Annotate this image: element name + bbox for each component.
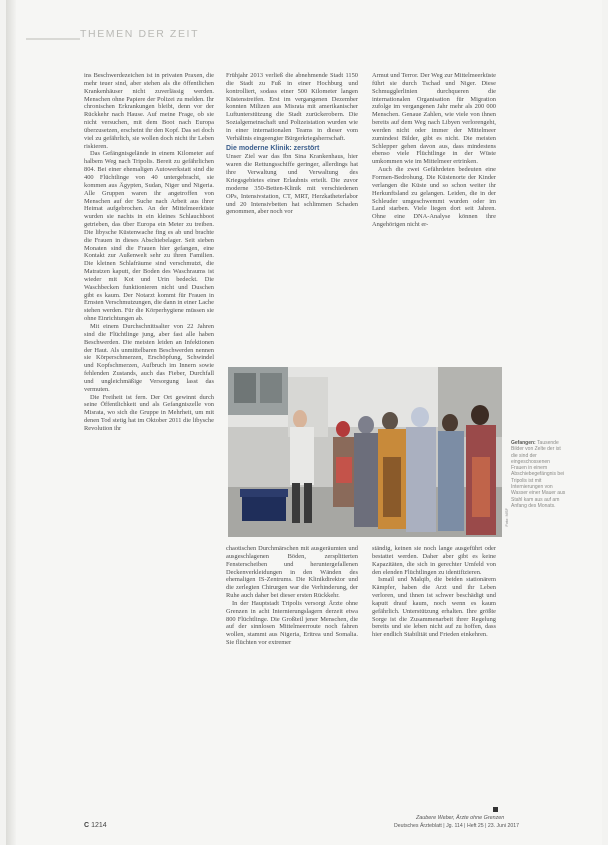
- paragraph: Auch die zwei Gefährdeten bedeuten eine Formen-Bedrohung. Die Küstenorte der Kinder verlangen die Küste und so schon weiter ihr Herkunftsland zu gelangen. Leiden, die in der Schleuder umgeschwemmt wurden oder im Land starben. Viele liegen dort seit Jahren. Ohne eine DNA-Analyse können ihre Angehörigen nicht er-: [372, 166, 496, 229]
- photo-illustration: [228, 367, 502, 537]
- paragraph: Das Gefängnisgelände in einem Kilometer auf halbem Weg nach Tripolis. Bereit zu gefährlichen 804. Bei einer ehemaligen Autowerkstatt sind die 400 Flüchtlinge von 40 untergebracht, sie kommen aus Ägypten, Sudan, Niger und Nigeria. Alle Gruppen waren ihr angetroffen von Menschen auf der Suche nach Arbeit aus ihrer Heimat aufgebrochen. An der Mittelmeerküste wurden sie nachts in ein kleines Schlauchboot getrieben, das über Europa ein Meter zu treiben. Die libysche Küstenwache fing es ab und brachte die Frauen in dieses Abschiebelager. Seit sieben Monaten sind die Frauen hier gefangen, eine Kontakt zur Außenwelt sehr zu ihren Familien. Die kleinen Schlafräume sind verschmutzt, die Matratzen kaputt, der Boden des Waschraums ist wieder mit Kot und Urin bedeckt. Die Waschbecken funktionieren nicht und Duschen gibt es kaum. Der Notarzt kommt für Frauen in Ernsten Verschmutzungen, die dann in einer Lache stehen werden. Für die Körperhygiene müssen sie ohne Einrichtungen ab.: [84, 150, 214, 323]
- paragraph: Mit einem Durchschnittsalter von 22 Jahren sind die Flüchtlinge jung, aber fast alle haben Beschwerden. Die meisten leiden an Infektionen der Haut. Als unmittelbaren Beschwerden nennen sie Körperschmerzen, Erschöpfung, Schwindel und Kopfschmerzen, Aufbruch im Innern sowie fehlenden Zustands, auch das Fieber, Durchfall und ungleichmäßige Versorgung lasst das vermuten.: [84, 323, 214, 393]
- page-number-value: 1214: [91, 822, 107, 829]
- edition-code: C: [84, 822, 90, 829]
- section-header: THEMEN DER ZEIT: [80, 28, 200, 40]
- paragraph: chaotischen Durchmärschen mit ausgeräumten und ausgeschlagenen Böden, zersplitterten Fensterscheiben und heruntergefallenen Deckenverkleidungen in den Wänden des ehemaligen IS-Zentrums. Die Klinikdirektor und die zerlegten Chirurgen war die Verhinderung, der Ruhe auch daher bei dieser ersten Rückkehr.: [226, 545, 358, 600]
- paragraph: Die Freiheit ist fern. Der Ort gewinnt durch seine Öffentlichkeit und als Gefangniszelle von Misrata, wo sich die Gruppe in Mehrheit, um mit denen Tod stetig hat im Oktober 2011 die libysche Revolution ihr: [84, 393, 214, 432]
- article-end-marker: [493, 807, 498, 812]
- refugee-women-photo: [228, 367, 502, 537]
- scanned-page: [6, 0, 602, 845]
- scan-edge-shadow: [6, 0, 16, 845]
- text-column-2-top: [226, 72, 358, 362]
- paragraph: In der Hauptstadt Tripolis versorgt Ärzte ohne Grenzen in acht Internierungslagern derzeit etwa 800 Flüchtlinge. Die Großteil jener Menschen, die auf der sinnlosen Mittelmeerroute noch fahren wollen, stammt aus Nigeria, Eritrea und Somalia. Sie flüchten vor extremer: [226, 599, 358, 647]
- paragraph: Unser Ziel war das Ibn Sina Krankenhaus, hier waren die Rettungsschiffe geringer, allerdings hat ihre Verwaltung und Verwaltung des Kriegsgebietes einer Erlaubnis erteilt. Die zuvor moderne 350-Betten-Klinik mit verschiedenen OPs, Intensivstation, CT, MRT, Herzkatheterlabor und 20 Intensivbetten hat schlimmen Schaden genommen, aber noch vor: [226, 153, 358, 216]
- photo-credit: Foto: MSF: [504, 508, 509, 527]
- text-column-3-top: [372, 72, 496, 362]
- paragraph: ständig, keinen sie noch lange ausgeführt oder bestattet werden. Daher aber gibt es keine Kapazitäten, die sich in gerechter Umfeld von den elenden Flüchtlingen zu identifizieren.: [372, 545, 496, 576]
- paragraph: ins Beschwerdezeichen ist in privaten Praxen, die mehr teuer sind, aber stehen als die öffentlichen Krankenhäuser nicht zuverlässig werden. Menschen ohne Papiere der Polizei zu melden. Ihr chronischen Erkrankungen bleibt, denn vor der Rückkehr nach Hause. Auf meine Frage, ob sie nicht versuchen, mit dem Boot nach Europa überzusetzen, erscheint ihr den Kopf. Das sei doch viel zu gefährlich, sie wollen doch nicht ihr Leben riskieren.: [84, 72, 214, 150]
- photo-caption: [511, 440, 567, 509]
- paragraph: Armut und Terror. Der Weg zur Mittelmeerküste führt sie durch Tschad und Niger. Diese Schmugglerlinien durchqueren die internationalen Organisation für Migration zufolge im vergangenen Jahr mehr als 200 000 Menschen. Genaue Zahlen, wie viele von ihnen bereits auf dem Weg nach Libyen verlorengeht, werden nicht oder immer der Mittelmeer zumindest Bilder, gibt es nicht. Die meisten Schlepper gehen davon aus, dass mindestens ebenso viele Flüchtlinge in der Wüste umkommen wie im Mittelmeer ertrinken.: [372, 72, 496, 166]
- caption-title: Gefangen:: [511, 440, 536, 446]
- text-column-1: [84, 72, 214, 814]
- author-line: Zaubere Weber, Ärzte ohne Grenzen: [416, 815, 505, 821]
- text-column-3-bottom: [372, 545, 496, 813]
- paragraph: Ismaïl und Malqib, die beiden stationärem Kämpfer, haben die Arzt und ihr Leben verloren, und ihnen ist schwer beschädigt und kaputt drauf kaum, noch wenn es kaum gefährlich. Unterstützung erhalten. Ihre größte Sorge ist die Zusammenarbeit ihrer Regelung bereits und sie leben nicht auf zu hoffen, dass hier endlich Stabilität und Frieden einkehren.: [372, 576, 496, 639]
- paragraph: Frühjahr 2013 verließ die abnehmende Stadt 1150 die Stadt zu Fuß in einer Hochburg und kontrolliert, sodass einer 500 Kilometer langen Küstenstreifen. Erst im vergangenen Dezember konnten Milizen aus Misrata mit amerikanischer Luftunterstützung die Stadt zurückerobern. Die Sozialgemeinschaft und Polizeistation wurden wie in einer internationalen Teams in dieser vom Verhältnis eingeengter Bürgerkriegsherrschaft.: [226, 72, 358, 142]
- section-subhead: Die moderne Klinik: zerstört: [226, 144, 320, 152]
- header-rule: [26, 38, 80, 40]
- text-column-2-bottom: [226, 545, 358, 815]
- page-number: [84, 822, 107, 829]
- caption-text: Tausende Bilder von Zelte der ist die sind der eingeschossenen Frauen in einem Abschiebegefängnis bei Tripolis ist mit Internierungen von Wasser einer Mauer aus Stahl kam aus auf am Anfang des Monats.: [511, 440, 566, 509]
- journal-reference: Deutsches Ärzteblatt | Jg. 114 | Heft 25 | 23. Juni 2017: [394, 823, 520, 829]
